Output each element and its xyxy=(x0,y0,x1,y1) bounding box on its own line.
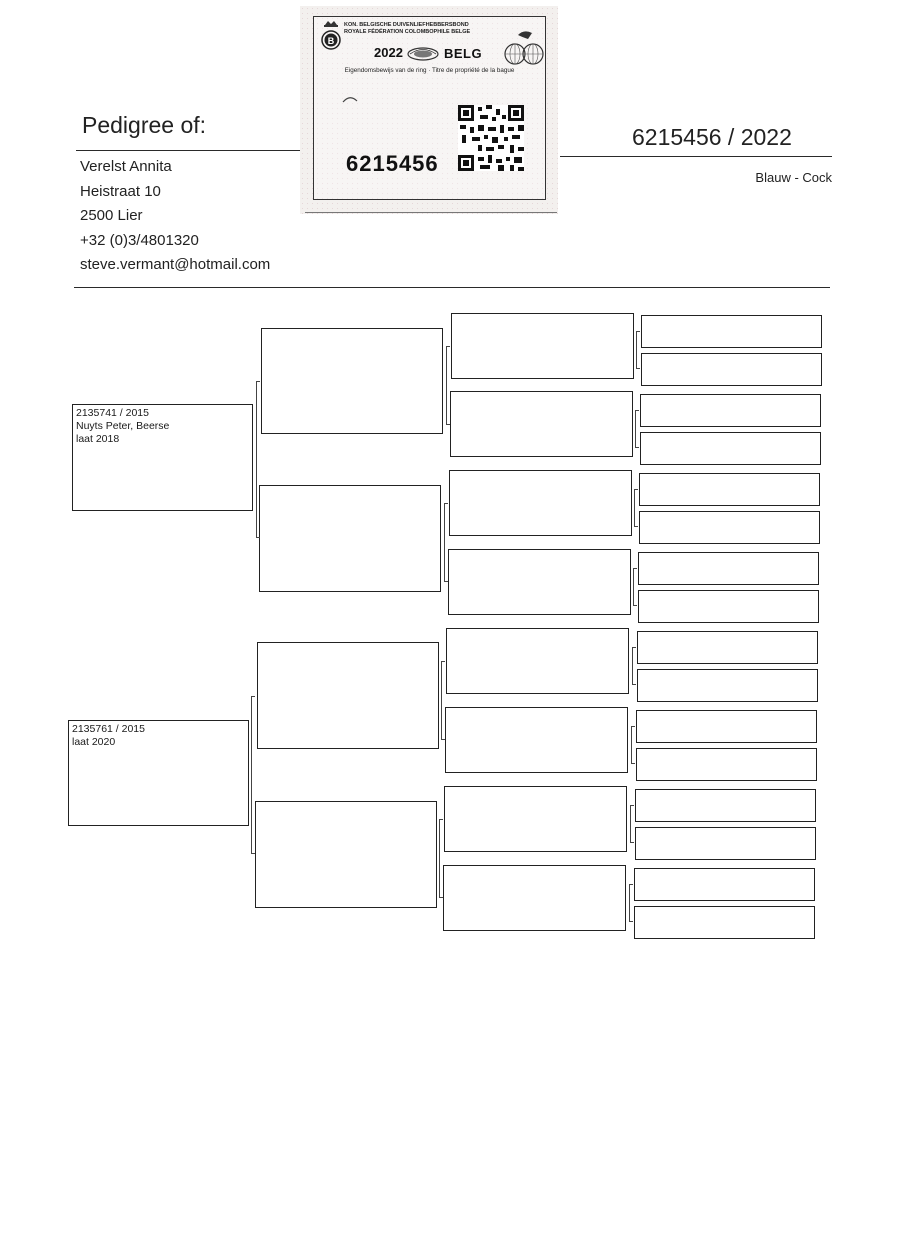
sire-breeder: Nuyts Peter, Beerse xyxy=(76,420,170,432)
header-divider xyxy=(74,287,830,288)
gen4-box-15 xyxy=(634,868,815,901)
ring-number-underline xyxy=(560,156,832,157)
gen4-box-13 xyxy=(635,789,816,822)
color-sex: Blauw - Cock xyxy=(755,170,832,185)
gen4-box-5 xyxy=(639,473,820,506)
gen4-box-10 xyxy=(637,669,818,702)
sire-note: laat 2018 xyxy=(76,433,120,445)
qr-code-icon xyxy=(458,105,524,171)
gen4-box-16 xyxy=(634,906,815,939)
sire-details xyxy=(76,407,169,446)
gen4-box-6 xyxy=(639,511,820,544)
owner-name: Verelst Annita xyxy=(80,158,172,175)
dam-sire-box xyxy=(257,642,439,749)
owner-email: steve.vermant@hotmail.com xyxy=(80,256,271,273)
card-shadow-edge xyxy=(305,212,557,213)
owner-phone: +32 (0)3/4801320 xyxy=(80,231,199,249)
gen4-box-2 xyxy=(641,353,822,386)
title-underline xyxy=(76,150,301,151)
gen3-bracket-7 xyxy=(630,805,634,843)
gen2-bracket-4 xyxy=(439,819,443,898)
gen3-box-2 xyxy=(450,391,633,457)
gen2-bracket-2 xyxy=(444,503,448,582)
page-title: Pedigree of: xyxy=(82,112,207,138)
dam-ring: 2135761 / 2015 xyxy=(72,723,145,735)
gen3-bracket-2 xyxy=(635,410,639,448)
gen4-box-9 xyxy=(637,631,818,664)
gen4-box-14 xyxy=(635,827,816,860)
federation-crest-icon xyxy=(320,19,342,53)
gen3-bracket-5 xyxy=(632,647,636,685)
gen3-box-7 xyxy=(444,786,627,852)
gen4-box-1 xyxy=(641,315,822,348)
gen2-bracket-1 xyxy=(446,346,450,425)
gen3-box-1 xyxy=(451,313,634,379)
gen4-box-12 xyxy=(636,748,817,781)
svg-text:B: B xyxy=(327,36,335,46)
owner-address xyxy=(80,155,270,278)
gen3-bracket-3 xyxy=(634,489,638,527)
sire-dam-box xyxy=(259,485,441,592)
ring-country: BELG xyxy=(444,46,483,61)
federation-name: KON. BELGISCHE DUIVENLIEFHEBBERSBOND ROYALE FÉDÉRATION COLOMBOPHILE BELGE xyxy=(344,22,471,35)
gen3-bracket-6 xyxy=(631,726,635,764)
ring-certificate-card xyxy=(300,6,558,214)
ring-certificate-subtitle: Eigendomsbewijs van de ring · Titre de propriété de la bague xyxy=(344,67,515,74)
owner-street: Heistraat 10 xyxy=(80,182,161,200)
coin-emblem-icon xyxy=(406,47,440,61)
dam-note: laat 2020 xyxy=(72,736,116,748)
gen4-box-4 xyxy=(640,432,821,465)
gen3-box-8 xyxy=(443,865,626,931)
gen3-box-6 xyxy=(445,707,628,773)
gen3-box-3 xyxy=(449,470,632,536)
dam-details xyxy=(72,723,145,749)
gen2-bracket-3 xyxy=(441,661,445,740)
sire-ring: 2135741 / 2015 xyxy=(76,407,149,419)
gen4-box-3 xyxy=(640,394,821,427)
gen3-bracket-1 xyxy=(636,331,640,369)
dam-bracket xyxy=(251,696,255,854)
ring-year: 2022 xyxy=(374,45,403,60)
ring-number: 6215456 / 2022 xyxy=(632,124,792,150)
sire-sire-box xyxy=(261,328,443,434)
gen4-box-11 xyxy=(636,710,817,743)
gen3-box-4 xyxy=(448,549,631,615)
ring-certificate-frame xyxy=(313,16,546,200)
gen3-box-5 xyxy=(446,628,629,694)
owner-city: 2500 Lier xyxy=(80,207,143,224)
sire-bracket xyxy=(256,381,260,538)
dam-dam-box xyxy=(255,801,437,908)
arc-mark-icon xyxy=(342,95,358,103)
ring-card-number: 6215456 xyxy=(346,151,439,176)
globes-pigeon-icon xyxy=(504,29,544,69)
gen4-box-7 xyxy=(638,552,819,585)
gen3-bracket-8 xyxy=(629,884,633,922)
gen4-box-8 xyxy=(638,590,819,623)
dam-box xyxy=(68,720,249,826)
gen3-bracket-4 xyxy=(633,568,637,606)
sire-box xyxy=(72,404,253,511)
